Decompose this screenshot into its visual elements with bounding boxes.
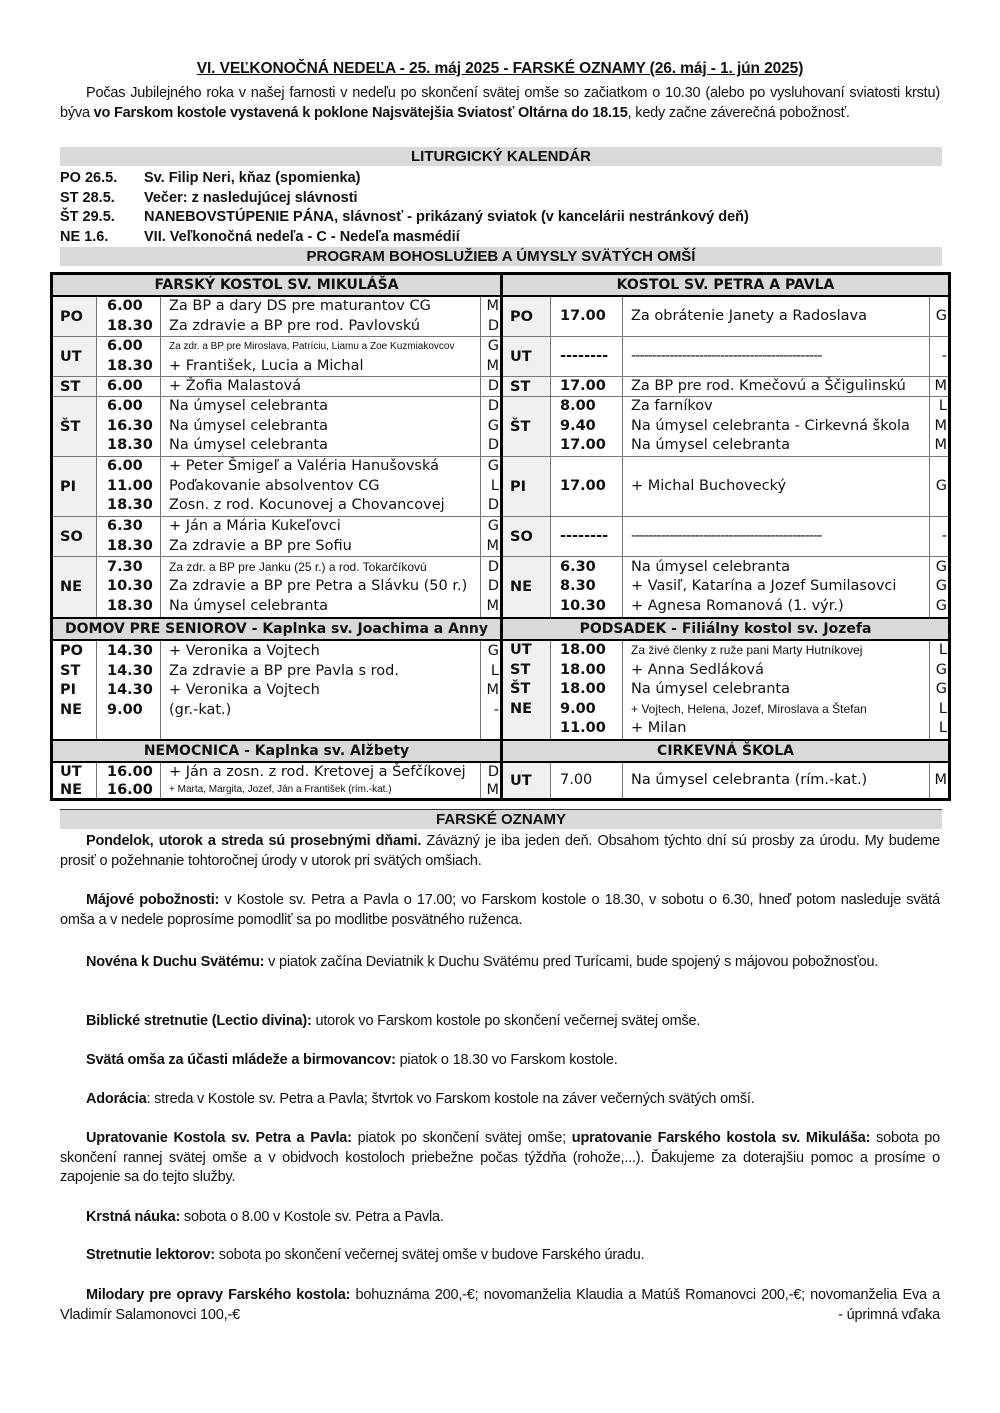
- time-cell: [551, 557, 623, 617]
- time: --------: [560, 347, 609, 364]
- announcements-heading: FARSKÉ OZNAMY: [60, 809, 942, 829]
- intention-cell: [623, 517, 930, 556]
- intention: Na úmysel celebranta: [631, 437, 791, 454]
- color-code: D: [487, 317, 499, 334]
- color-code: G: [935, 681, 947, 697]
- day: ST: [60, 662, 81, 679]
- page-title: VI. VEĽKONOČNÁ NEDEĽA - 25. máj 2025 - FARSKÉ OZNAMY (26. máj - 1. jún 2025): [196, 60, 804, 77]
- announcement-title: Biblické stretnutie (Lectio divina):: [86, 1013, 312, 1029]
- time: 14.30: [107, 643, 153, 659]
- section-heading-skola: CIRKEVNÁ ŠKOLA: [503, 739, 948, 763]
- intention: Za zdravie a BP pre Petra a Slávku (50 r.): [169, 578, 468, 595]
- time: 14.30: [107, 662, 153, 679]
- day-cell: SO: [503, 517, 551, 556]
- color-code-cell: [481, 337, 500, 376]
- calendar-text: NANEBOVSTÚPENIE PÁNA, slávnosť - prikázaný sviatok (v kancelárii nestránkový deň): [144, 209, 749, 225]
- color-code-cell: [930, 457, 948, 516]
- program-heading: PROGRAM BOHOSLUŽIEB A ÚMYSLY SVÄTÝCH OMŠÍ: [60, 247, 942, 266]
- time-cell: [97, 557, 161, 617]
- color-code: -: [941, 527, 947, 544]
- day-cell: UT: [503, 337, 551, 376]
- day-cell: [53, 763, 97, 798]
- color-code: M: [934, 437, 947, 454]
- color-code: G: [487, 417, 499, 434]
- day-cell: NE: [503, 557, 551, 617]
- intention: Zosn. z rod. Kocunovej a Chovancovej: [169, 497, 445, 514]
- announcement-item: [60, 1286, 940, 1325]
- table-row: [503, 297, 948, 337]
- color-code: M: [934, 771, 947, 788]
- day-cell: PI: [503, 457, 551, 516]
- time: 6.00: [107, 298, 143, 314]
- time: --------: [560, 527, 609, 544]
- intention: Za zdravie a BP pre rod. Pavlovskú: [169, 317, 421, 334]
- color-code-cell: [481, 297, 500, 336]
- time: 11.00: [107, 477, 153, 494]
- color-code: L: [938, 642, 947, 658]
- day-cell: PO: [503, 297, 551, 336]
- time-cell: [551, 517, 623, 556]
- day: UT: [60, 764, 82, 780]
- announcement-item: [60, 891, 940, 930]
- intention-cell: [161, 397, 481, 456]
- announcement-title: Svätá omša za účasti mládeže a birmovancov:: [86, 1052, 396, 1068]
- announcement-title: Novéna k Duchu Svätému:: [86, 954, 265, 970]
- time-cell: [97, 763, 161, 798]
- color-code: G: [935, 661, 947, 678]
- intention: + Milan: [631, 720, 687, 736]
- time: 18.30: [107, 437, 153, 454]
- color-code-cell: [930, 517, 948, 556]
- time: 17.00: [560, 307, 606, 324]
- announcement-item: [60, 832, 940, 871]
- time-cell: [97, 641, 161, 741]
- announcement-text: sobota o 8.00 v Kostole sv. Petra a Pavla.: [180, 1209, 444, 1225]
- announcement-text: Záväzný je iba jeden deň. Obsahom týchto dní sú prosby za úrodu. My budeme prosiť o požehnanie tohtoročnej úrody v utorok pri svätých omšiach.: [60, 833, 940, 869]
- intention: Na úmysel celebranta: [169, 417, 329, 434]
- announcement-title: Pondelok, utorok a streda sú prosebnými dňami.: [86, 833, 422, 849]
- color-code-cell: [930, 377, 948, 396]
- section-heading-podsadek: PODSADEK - Filiálny kostol sv. Jozefa: [503, 617, 948, 641]
- liturgical-calendar: [60, 169, 940, 247]
- time: 16.30: [107, 417, 153, 434]
- time-cell: [551, 297, 623, 336]
- intention: + Vasiľ, Katarína a Jozef Sumilasovci: [631, 578, 897, 595]
- intention: Na úmysel celebranta: [169, 597, 329, 614]
- intention: Na úmysel celebranta (rím.-kat.): [631, 771, 868, 788]
- time: 9.00: [560, 700, 596, 717]
- intention: Poďakovanie absolventov CG: [169, 477, 380, 494]
- day-cell: [53, 641, 97, 741]
- table-row: [53, 763, 500, 798]
- color-code: M: [934, 377, 947, 394]
- liturgical-calendar-heading: LITURGICKÝ KALENDÁR: [60, 147, 942, 166]
- color-code-cell: [930, 337, 948, 376]
- announcement-text: piatok po skončení svätej omše;: [351, 1130, 572, 1146]
- intention-cell: [161, 377, 481, 396]
- day: UT: [510, 642, 532, 658]
- intention-cell: [623, 297, 930, 336]
- time: 6.00: [107, 338, 143, 354]
- color-code: -: [493, 701, 499, 718]
- intention: + Michal Buchovecký: [631, 477, 787, 494]
- day-cell: PI: [53, 457, 97, 516]
- intention: Za zdravie a BP pre Sofiu: [169, 537, 352, 554]
- day: ŠT: [510, 681, 531, 697]
- color-code: M: [486, 597, 499, 614]
- calendar-text: Večer: z nasledujúcej slávnosti: [144, 189, 358, 206]
- announcement-item: [60, 1090, 940, 1110]
- time: 18.00: [560, 642, 606, 658]
- color-code-cell: [930, 297, 948, 336]
- announcement-text: utorok vo Farskom kostole po skončení večernej svätej omše.: [311, 1013, 701, 1029]
- time: 18.30: [107, 357, 153, 374]
- announcement-item: [60, 1208, 940, 1228]
- announcement-item: [60, 1012, 940, 1032]
- announcement-item: [60, 953, 940, 973]
- table-row: [53, 557, 500, 617]
- intention: Za obrátenie Janety a Radoslava: [631, 307, 868, 324]
- time: 18.30: [107, 317, 153, 334]
- table-row: [503, 337, 948, 377]
- color-code-cell: [481, 557, 500, 617]
- announcement-text: piatok o 18.30 vo Farskom kostole.: [395, 1052, 618, 1068]
- intention: (gr.-kat.): [169, 701, 232, 718]
- intention: + Peter Šmigeľ a Valéria Hanušovská: [169, 458, 439, 475]
- intention-cell: [623, 337, 930, 376]
- time: 18.00: [560, 661, 606, 678]
- intention-cell: [623, 457, 930, 516]
- intention: + Ján a Mária Kukeľovci: [169, 518, 341, 534]
- intro-bold-text: vo Farskom kostole vystavená k poklone Najsvätejšia Sviatosť Oltárna do 18.15: [93, 104, 628, 121]
- color-code: G: [935, 307, 947, 324]
- announcement-item: [60, 1246, 940, 1266]
- time-cell: [551, 457, 623, 516]
- day: PI: [60, 682, 77, 698]
- color-code-cell: [481, 763, 500, 798]
- intention-cell: [623, 557, 930, 617]
- time: 18.30: [107, 537, 153, 554]
- intention-cell: [161, 297, 481, 336]
- table-row: [53, 397, 500, 457]
- time-cell: [97, 377, 161, 396]
- color-code: L: [938, 720, 947, 736]
- time: 6.30: [107, 518, 143, 534]
- color-code: -: [941, 347, 947, 364]
- table-row: [503, 377, 948, 397]
- time: 17.00: [560, 377, 606, 394]
- intention: Na úmysel celebranta: [169, 398, 329, 415]
- mass-schedule-table: [50, 272, 951, 801]
- color-code: D: [487, 497, 499, 514]
- calendar-text: VII. Veľkonočná nedeľa - C - Nedeľa masmédií: [144, 228, 460, 245]
- time: 17.00: [560, 477, 606, 494]
- calendar-date: NE 1.6.: [60, 228, 109, 245]
- day: NE: [60, 701, 83, 718]
- color-code: G: [487, 338, 499, 354]
- intro-paragraph: [60, 84, 940, 123]
- time-cell: [97, 297, 161, 336]
- table-row: [503, 641, 948, 741]
- table-row: [503, 457, 948, 517]
- time: 7.30: [107, 558, 143, 575]
- announcement-item: [60, 1129, 940, 1188]
- announcement-text: bohuznáma 200,-€; novomanželia Klaudia a Matúš Romanovci 200,-€; novomanželia Eva a Vladimír Salamonovci 100,-€: [60, 1287, 941, 1323]
- time: 17.00: [560, 437, 606, 454]
- announcement-item: [60, 1051, 940, 1071]
- intention-cell: [623, 397, 930, 456]
- day: NE: [510, 700, 533, 717]
- color-code: G: [487, 518, 499, 534]
- day-cell: UT: [503, 763, 551, 798]
- time: 16.00: [107, 764, 153, 780]
- time: 7.00: [560, 771, 593, 788]
- time-cell: [551, 641, 623, 741]
- time: 14.30: [107, 682, 153, 698]
- thanks-text: - úprimná vďaka: [838, 1306, 940, 1323]
- intention: + Ján a zosn. z rod. Kretovej a Šefčíkovej: [169, 764, 466, 780]
- time: 6.00: [107, 377, 143, 394]
- color-code: M: [486, 782, 499, 798]
- time: 10.30: [560, 597, 606, 614]
- intention: Na úmysel celebranta: [631, 681, 791, 697]
- day: ST: [510, 661, 531, 678]
- day-cell: [503, 641, 551, 741]
- calendar-item: [60, 169, 940, 189]
- intention-cell: [161, 457, 481, 516]
- color-code: G: [935, 578, 947, 595]
- calendar-date: ST 28.5.: [60, 189, 115, 206]
- calendar-item: [60, 189, 940, 209]
- time: 6.00: [107, 398, 143, 415]
- color-code: G: [935, 558, 947, 575]
- day-cell: SO: [53, 517, 97, 556]
- intention: ---------------------------------------------: [631, 527, 822, 544]
- section-heading-domov: DOMOV PRE SENIOROV - Kaplnka sv. Joachima a Anny: [53, 617, 500, 641]
- color-code: D: [487, 437, 499, 454]
- time: 6.00: [107, 458, 143, 475]
- color-code: G: [935, 477, 947, 494]
- color-code-cell: [481, 457, 500, 516]
- color-code-cell: [930, 557, 948, 617]
- intention-cell: [623, 377, 930, 396]
- color-code-cell: [481, 377, 500, 396]
- table-row: [53, 641, 500, 741]
- calendar-date: PO 26.5.: [60, 170, 118, 186]
- announcement-title: Adorácia: [86, 1091, 147, 1107]
- color-code: G: [487, 643, 499, 659]
- announcement-text: : streda v Kostole sv. Petra a Pavla; štvrtok vo Farskom kostole na záver večerných svätých omší.: [146, 1091, 755, 1107]
- color-code: L: [490, 662, 499, 679]
- day: NE: [60, 782, 83, 798]
- time: 11.00: [560, 720, 606, 736]
- color-code-cell: [481, 397, 500, 456]
- color-code: L: [938, 398, 947, 415]
- intention-cell: [623, 763, 930, 798]
- time: 9.00: [107, 701, 143, 718]
- color-code: M: [486, 298, 499, 314]
- time: 10.30: [107, 578, 153, 595]
- color-code: M: [486, 357, 499, 374]
- announcement-title: Milodary pre opravy Farského kostola:: [86, 1287, 351, 1303]
- color-code: G: [935, 597, 947, 614]
- day-cell: PO: [53, 297, 97, 336]
- color-code: D: [487, 764, 499, 780]
- time: 18.00: [560, 681, 606, 697]
- intention: + Žofia Malastová: [169, 377, 302, 394]
- section-heading: FARSKÝ KOSTOL SV. MIKULÁŠA: [53, 275, 500, 297]
- intention: + Veronika a Vojtech: [169, 682, 320, 698]
- announcement-title-2: upratovanie Farského kostola sv. Mikuláša:: [571, 1130, 871, 1146]
- time-cell: [551, 397, 623, 456]
- calendar-item: [60, 228, 940, 248]
- day-cell: ST: [53, 377, 97, 396]
- time-cell: [551, 337, 623, 376]
- announcement-title: Májové pobožnosti:: [86, 892, 220, 908]
- intention: Za živé členky z ruže pani Marty Hutníkovej: [631, 643, 863, 657]
- table-row: [503, 557, 948, 617]
- intention-cell: [161, 517, 481, 556]
- table-row: [503, 397, 948, 457]
- color-code: D: [487, 558, 499, 575]
- color-code: M: [486, 537, 499, 554]
- intention: Za farníkov: [631, 398, 713, 415]
- table-row: [503, 517, 948, 557]
- intention: Za BP a dary DS pre maturantov CG: [169, 298, 431, 314]
- table-row: [53, 517, 500, 557]
- day-cell: ŠT: [503, 397, 551, 456]
- intro-text-end: , kedy začne záverečná pobožnosť.: [627, 104, 850, 121]
- intention: + Vojtech, Helena, Jozef, Miroslava a Štefan: [631, 701, 867, 716]
- announcement-title: Krstná náuka:: [86, 1209, 181, 1225]
- announcement-text: v piatok začína Deviatnik k Duchu Svätému pred Turícami, bude spojený s májovou pobožnosťou.: [264, 954, 879, 970]
- day-cell: ŠT: [53, 397, 97, 456]
- color-code-cell: [930, 397, 948, 456]
- intention-cell: [161, 337, 481, 376]
- time-cell: [551, 763, 623, 798]
- table-row: [53, 337, 500, 377]
- intention-cell: [161, 641, 481, 741]
- announcement-title: Upratovanie Kostola sv. Petra a Pavla:: [86, 1130, 352, 1146]
- color-code-cell: [930, 641, 948, 741]
- color-code: D: [487, 398, 499, 415]
- color-code-cell: [481, 517, 500, 556]
- color-code: D: [487, 377, 499, 394]
- day-cell: UT: [53, 337, 97, 376]
- time: 9.40: [560, 417, 596, 434]
- table-row: [53, 377, 500, 397]
- intention: + František, Lucia a Michal: [169, 357, 364, 374]
- intention: Za zdr. a BP pre Janku (25 r.) a rod. Tokarčíkovú: [169, 559, 427, 574]
- intention: Za zdr. a BP pre Miroslava, Patríciu, Liamu a Zoe Kuzmiakovcov: [169, 341, 455, 352]
- time: 18.30: [107, 497, 153, 514]
- day-cell: NE: [53, 557, 97, 617]
- color-code: D: [487, 578, 499, 595]
- time-cell: [97, 397, 161, 456]
- intro-text: Počas Jubilejného roka v našej farnosti v nedeľu po skončení svätej omše so začiatkom o 10.30 (alebo po vysluhovaní sviatosti krstu) býva: [60, 85, 940, 121]
- time-cell: [97, 337, 161, 376]
- announcement-text: v Kostole sv. Petra a Pavla o 17.00; vo Farskom kostole o 18.30, v sobotu o 6.30, hneď potom nasleduje svätá omša a v nedele poprosíme pomodliť sa po modlitbe posvätného ruženca.: [60, 892, 940, 928]
- day-cell: ST: [503, 377, 551, 396]
- intention: + Veronika a Vojtech: [169, 643, 320, 659]
- table-row: [503, 763, 948, 798]
- announcement-title: Stretnutie lektorov:: [86, 1247, 215, 1263]
- color-code: L: [490, 477, 499, 494]
- color-code-cell: [481, 641, 500, 741]
- time-cell: [97, 517, 161, 556]
- calendar-text: Sv. Filip Neri, kňaz (spomienka): [144, 170, 361, 186]
- calendar-date: ŠT 29.5.: [60, 209, 115, 225]
- intention: + Agnesa Romanová (1. výr.): [631, 597, 844, 614]
- announcement-text-2: sobota po skončení rannej svätej omše a v obidvoch kostoloch priebežne počas týždňa (rohože,...). Ďakujeme za doterajšiu pomoc a prosíme o zapojenie sa do tejto služby.: [60, 1130, 941, 1185]
- time: 8.00: [560, 398, 596, 415]
- announcement-text: sobota po skončení večernej svätej omše v budove Farského úradu.: [214, 1247, 645, 1263]
- intention-cell: [161, 557, 481, 617]
- color-code-cell: [930, 763, 948, 798]
- intention: Za BP pre rod. Kmečovú a Ščigulinskú: [631, 377, 906, 394]
- calendar-item: [60, 208, 940, 228]
- intention-cell: [161, 763, 481, 798]
- intention: Na úmysel celebranta: [631, 558, 791, 575]
- color-code: G: [487, 458, 499, 475]
- color-code: L: [938, 700, 947, 717]
- time: 18.30: [107, 597, 153, 614]
- time: 8.30: [560, 578, 596, 595]
- time-cell: [97, 457, 161, 516]
- intention: Na úmysel celebranta - Cirkevná škola: [631, 417, 910, 434]
- color-code: M: [486, 682, 499, 698]
- intention: ---------------------------------------------: [631, 347, 822, 364]
- table-row: [53, 297, 500, 337]
- time: 16.00: [107, 782, 153, 798]
- intention: + Marta, Margita, Jozef, Ján a František (rím.-kat.): [169, 784, 392, 795]
- time: 6.30: [560, 558, 596, 575]
- intention-cell: [623, 641, 930, 741]
- intention: Na úmysel celebranta: [169, 437, 329, 454]
- color-code: M: [934, 417, 947, 434]
- intention: + Anna Sedláková: [631, 661, 765, 678]
- section-heading-nemocnica: NEMOCNICA - Kaplnka sv. Alžbety: [53, 739, 500, 763]
- table-row: [53, 457, 500, 517]
- day: PO: [60, 643, 83, 659]
- time-cell: [551, 377, 623, 396]
- intention: Za zdravie a BP pre Pavla s rod.: [169, 662, 399, 679]
- section-heading: KOSTOL SV. PETRA A PAVLA: [503, 275, 948, 297]
